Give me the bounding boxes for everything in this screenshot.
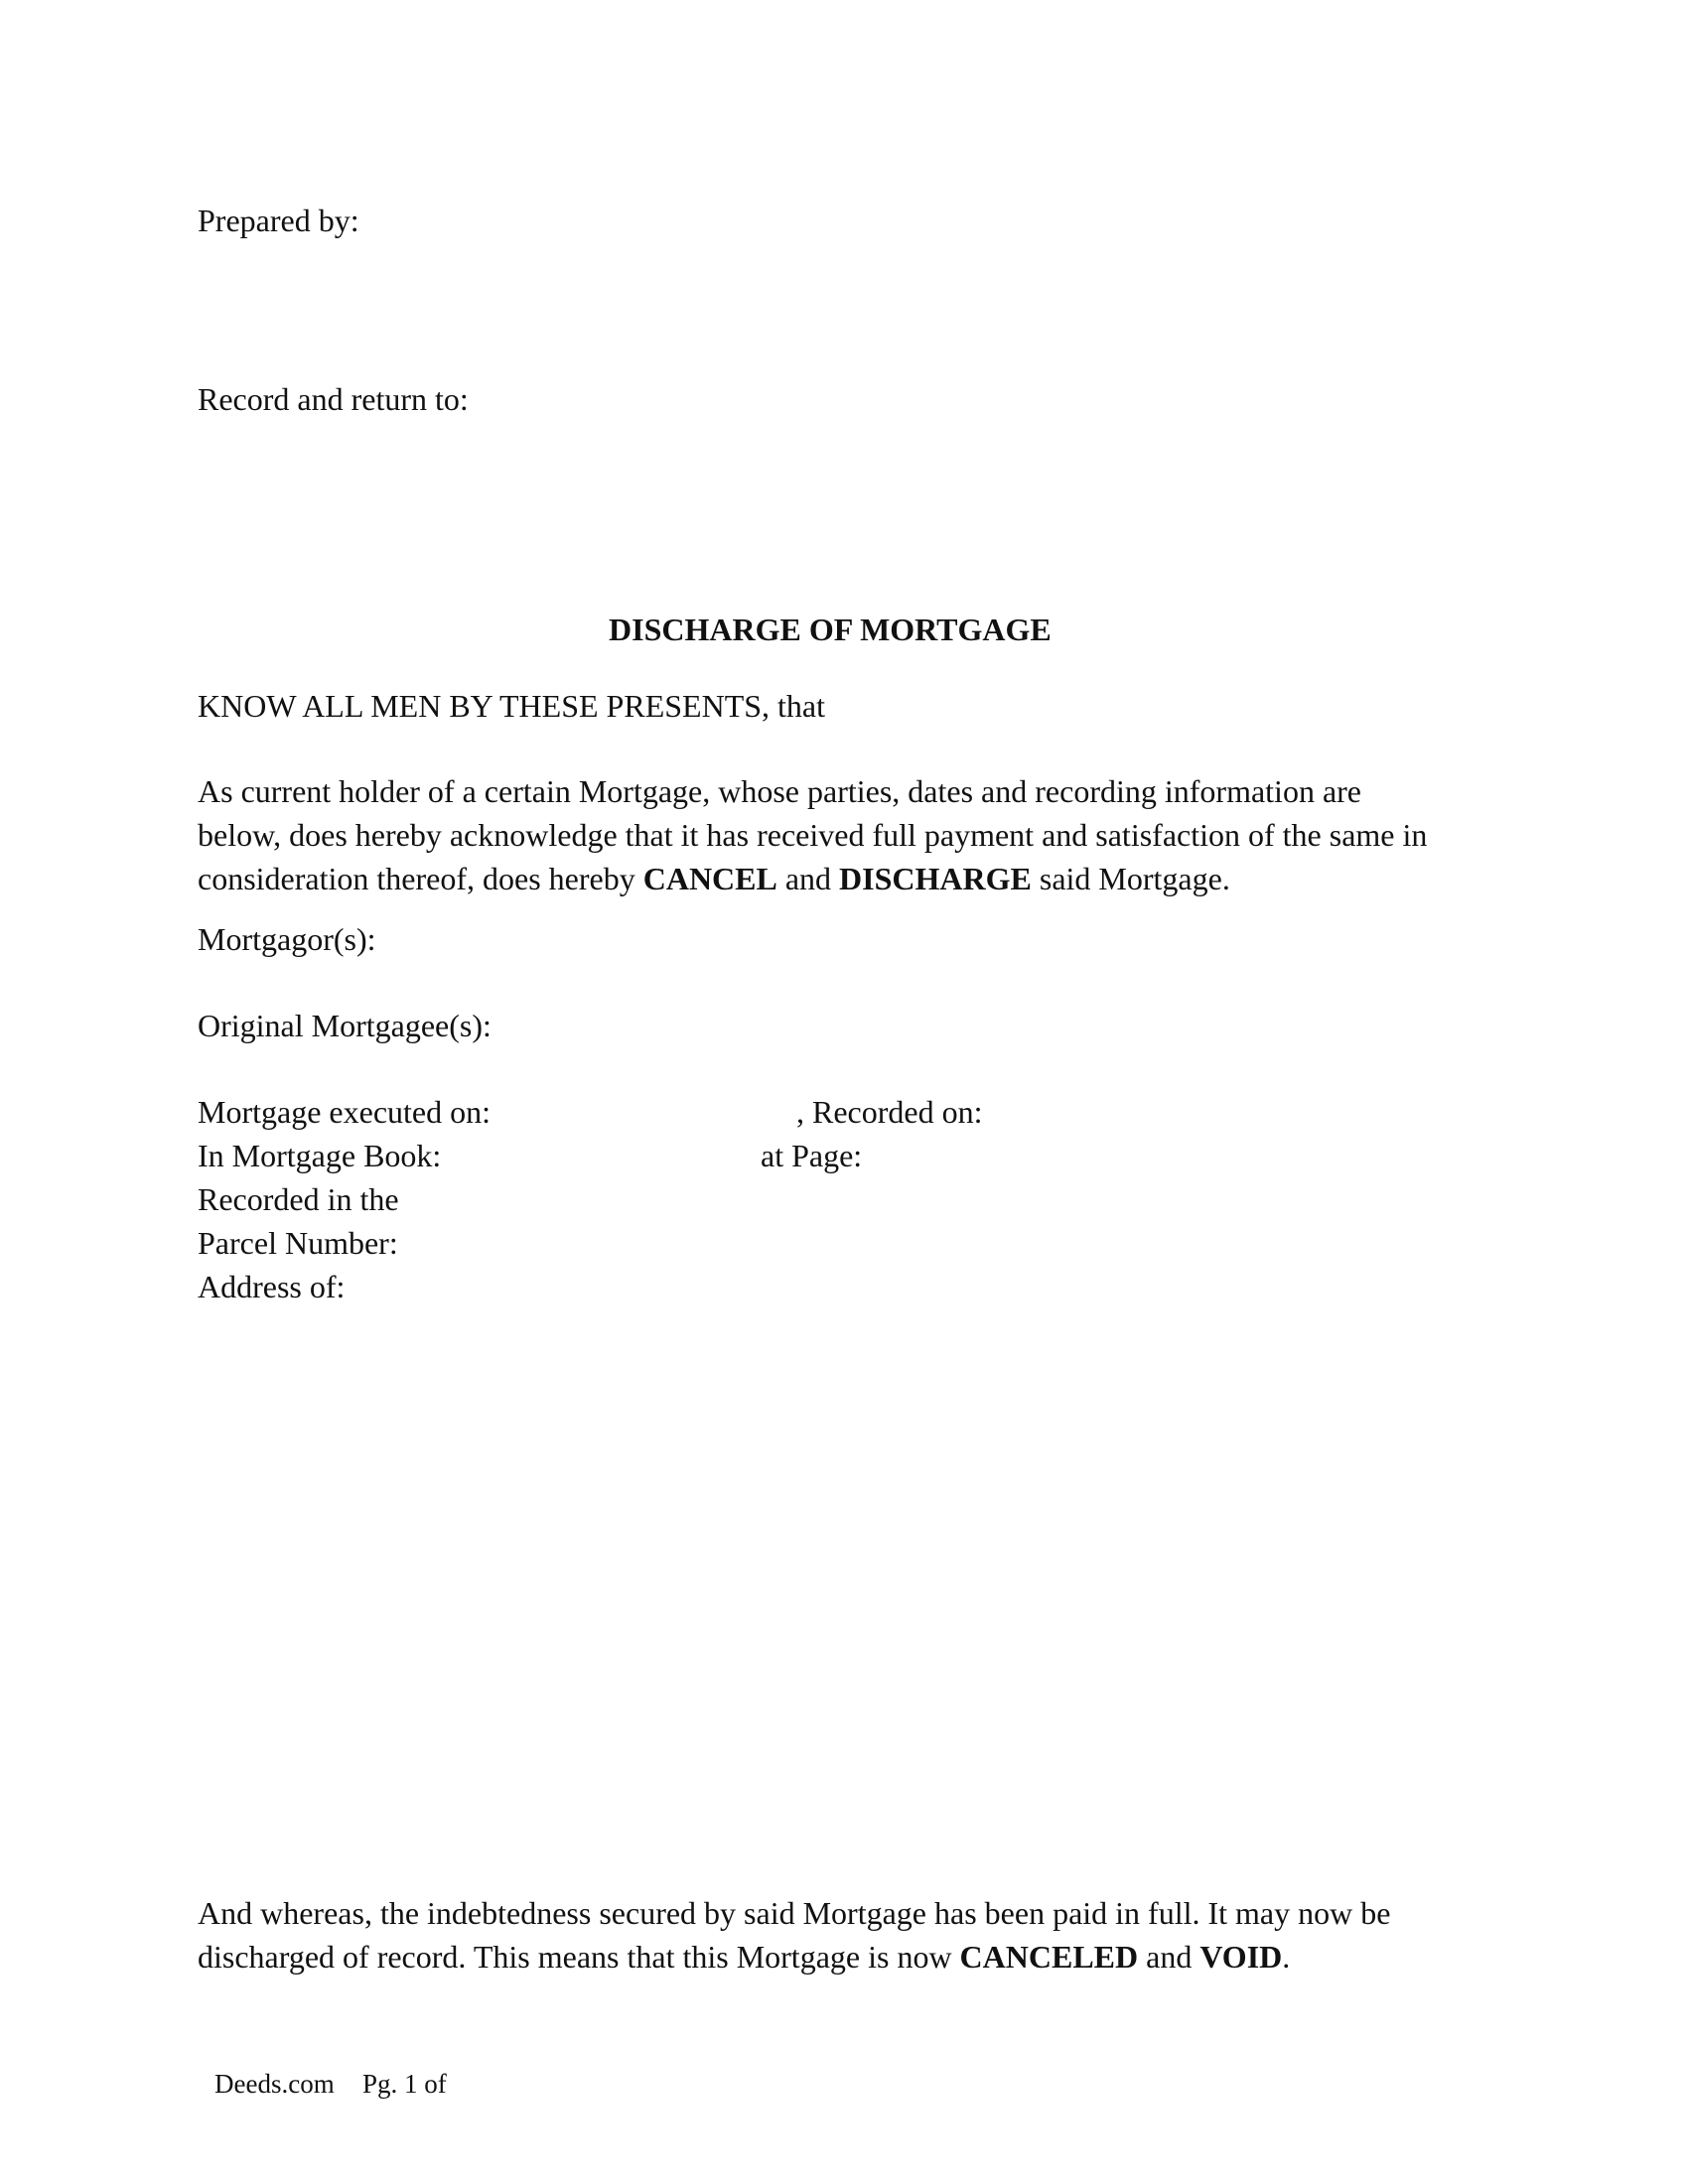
body-line-1: As current holder of a certain Mortgage, whose parties, dates and recording information are [198, 773, 1361, 809]
void-bold: VOID [1199, 1939, 1283, 1975]
canceled-bold: CANCELED [959, 1939, 1139, 1975]
mortgage-book-label: In Mortgage Book: [198, 1138, 442, 1173]
discharge-bold: DISCHARGE [839, 861, 1032, 896]
footer-page-number: Pg. 1 of [362, 2069, 447, 2099]
parcel-number-label: Parcel Number: [198, 1225, 398, 1261]
body-line-2: below, does hereby acknowledge that it has received full payment and satisfaction of the same in [198, 817, 1428, 853]
body-line-3: consideration thereof, does hereby CANCEL and DISCHARGE said Mortgage. [198, 861, 1230, 896]
cancel-bold: CANCEL [642, 861, 777, 896]
closing-line-1: And whereas, the indebtedness secured by said Mortgage has been paid in full. It may now be [198, 1895, 1391, 1931]
intro-text: KNOW ALL MEN BY THESE PRESENTS, that [198, 688, 826, 724]
mortgagors-label: Mortgagor(s): [198, 921, 376, 957]
closing-paragraph [198, 1891, 1488, 1979]
address-of-label: Address of: [198, 1269, 346, 1304]
footer-brand: Deeds.com [214, 2069, 335, 2099]
recorded-on-label: , Recorded on: [796, 1094, 983, 1130]
record-return-label: Record and return to: [198, 381, 469, 417]
body-paragraph [198, 769, 1488, 900]
original-mortgagees-label: Original Mortgagee(s): [198, 1008, 492, 1043]
document-title: DISCHARGE OF MORTGAGE [609, 612, 1052, 647]
at-page-label: at Page: [761, 1138, 863, 1173]
recorded-in-label: Recorded in the [198, 1181, 399, 1217]
prepared-by-label: Prepared by: [198, 203, 359, 238]
closing-line-2: discharged of record. This means that this Mortgage is now CANCELED and VOID. [198, 1939, 1291, 1975]
executed-on-label: Mortgage executed on: [198, 1094, 491, 1130]
